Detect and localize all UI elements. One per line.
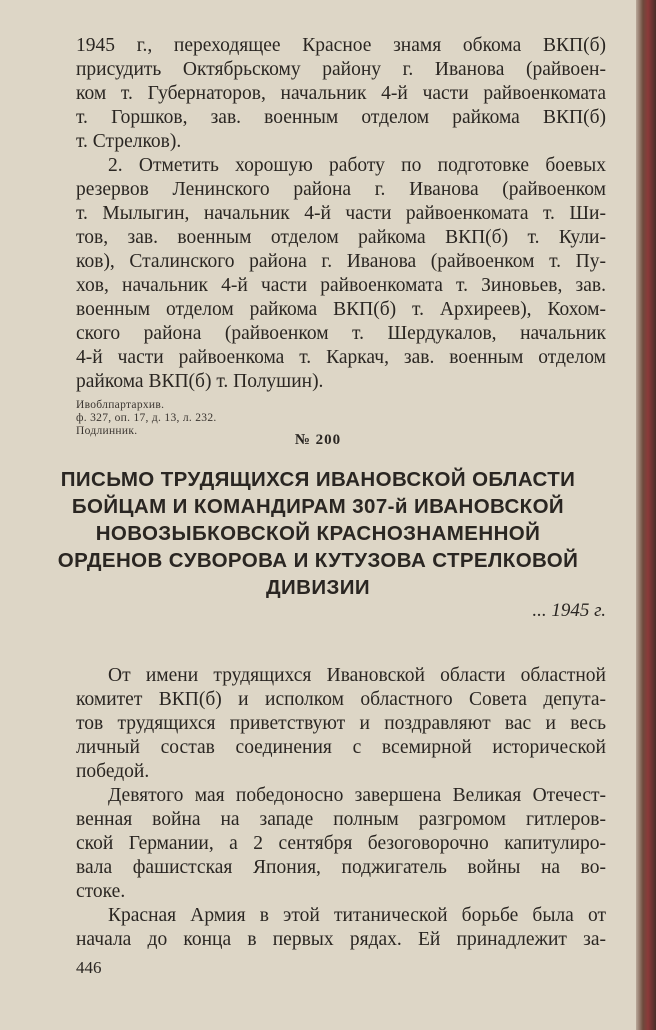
- text-line: тов, зав. военным отделом райкома ВКП(б) т. Кули-: [76, 227, 606, 248]
- archive-original-note: Подлинник.: [76, 425, 138, 437]
- text-line: т. Стрелков).: [76, 131, 182, 152]
- archive-source: Ивоблпартархив.: [76, 399, 165, 411]
- document-heading: ОРДЕНОВ СУВОРОВА И КУТУЗОВА СТРЕЛКОВОЙ: [57, 549, 579, 572]
- text-line: От имени трудящихся Ивановской области областной: [108, 665, 606, 686]
- text-line: хов, начальник 4-й части райвоенкомата т. Зиновьев, зав.: [76, 275, 606, 296]
- text-line: Красная Армия в этой титанической борьбе была от: [108, 905, 606, 926]
- text-line: т. Горшков, зав. военным отделом райкома ВКП(б): [76, 107, 606, 128]
- text-line: личный состав соединения с всемирной исторической: [76, 737, 606, 758]
- text-line: ком т. Губернаторов, начальник 4-й части райвоенкомата: [76, 83, 606, 104]
- text-line: военным отделом райкома ВКП(б) т. Архиреев), Кохом-: [76, 299, 606, 320]
- text-line: ков), Сталинского района г. Иванова (райвоенком т. Пу-: [76, 251, 606, 272]
- document-heading: БОЙЦАМ И КОМАНДИРАМ 307-й ИВАНОВСКОЙ: [71, 495, 565, 518]
- text-line: 1945 г., переходящее Красное знамя обкома ВКП(б): [76, 35, 606, 56]
- text-line: тов трудящихся приветствуют и поздравляют вас и весь: [76, 713, 606, 734]
- page-number: 446: [76, 958, 102, 977]
- text-line: ской Германии, а 2 сентября безоговорочно капитулиро-: [76, 833, 606, 854]
- book-edge: [636, 0, 656, 1030]
- text-line: райкома ВКП(б) т. Полушин).: [76, 371, 324, 392]
- document-heading: НОВОЗЫБКОВСКОЙ КРАСНОЗНАМЕННОЙ: [95, 522, 541, 545]
- text-line: т. Мылыгин, начальник 4-й части райвоенкомата т. Ши-: [76, 203, 606, 224]
- text-line: Девятого мая победоносно завершена Великая Отечест-: [108, 785, 606, 806]
- text-line: резервов Ленинского района г. Иванова (райвоенком: [76, 179, 606, 200]
- text-line: комитет ВКП(б) и исполком областного Совета депута-: [76, 689, 606, 710]
- document-number: № 200: [294, 432, 342, 448]
- text-line: 2. Отметить хорошую работу по подготовке боевых: [108, 155, 606, 176]
- text-line: 4-й части райвоенкома т. Каркач, зав. военным отделом: [76, 347, 606, 368]
- text-line: победой.: [76, 761, 150, 782]
- text-line: начала до конца в первых рядах. Ей принадлежит за-: [76, 929, 606, 950]
- text-line: венная война на западе полным разгромом гитлеров-: [76, 809, 606, 830]
- text-line: стоке.: [76, 881, 126, 902]
- document-date: ... 1945 г.: [532, 600, 606, 621]
- text-line: ского района (райвоенком т. Шердукалов, начальник: [76, 323, 606, 344]
- text-line: вала фашистская Япония, поджигатель войны на во-: [76, 857, 606, 878]
- archive-reference: ф. 327, оп. 17, д. 13, л. 232.: [76, 412, 217, 424]
- text-line: присудить Октябрьскому району г. Иванова (райвоен-: [76, 59, 606, 80]
- document-heading: ДИВИЗИИ: [266, 576, 370, 599]
- document-heading: ПИСЬМО ТРУДЯЩИХСЯ ИВАНОВСКОЙ ОБЛАСТИ: [60, 468, 576, 491]
